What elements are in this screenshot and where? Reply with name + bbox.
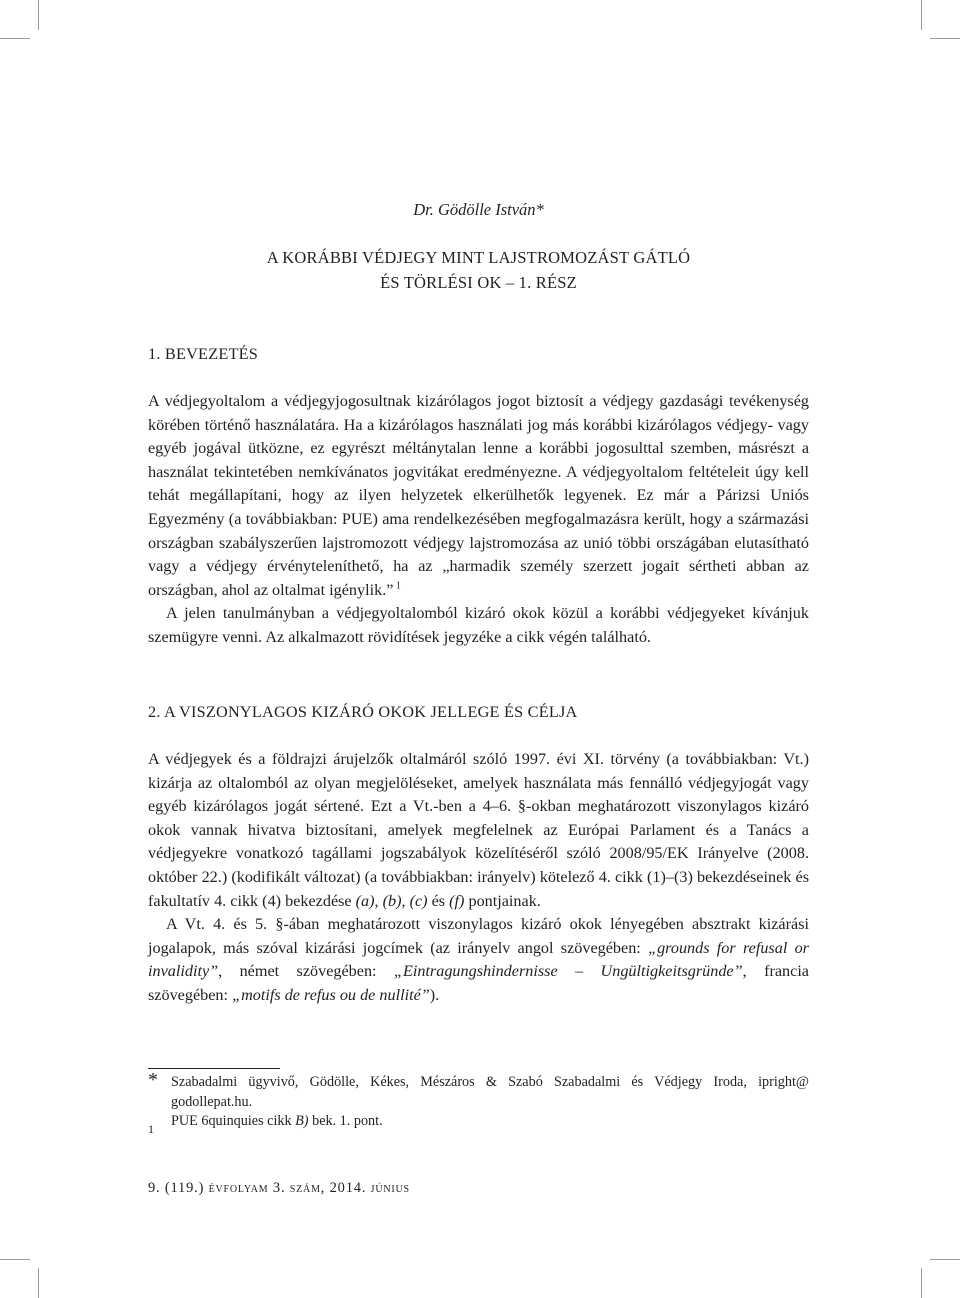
crop-mark-top-left-vertical xyxy=(38,0,39,30)
footnote-author xyxy=(148,1069,809,1112)
paragraph xyxy=(148,390,809,602)
section-heading-relative-grounds: 2. A VISZONYLAGOS KIZÁRÓ OKOK JELLEGE ÉS CÉLJA xyxy=(148,702,578,721)
italic-point-a: (a) xyxy=(355,891,375,910)
paragraph xyxy=(148,913,809,1007)
section-1-body xyxy=(148,390,809,650)
article-title-line-1: A KORÁBBI VÉDJEGY MINT LAJSTROMOZÁST GÁTLÓ xyxy=(266,248,691,267)
paragraph-text: A védjegyek és a földrajzi árujelzők oltalmáról szóló 1997. évi XI. törvény (a továbbiakban: Vt.) kizárja az oltalomból az olyan megjelöléseket, amelyek használata más fennálló védjegyjogát vagy egyéb kizárólagos jogát sértené. Ezt a Vt.-ben a 4–6. §-okban meghatározott viszonylagos kizáró okok vannak hivatva biztosítani, amelyek megfelelnek az Európai Parlament és a Tanács a védjegyekre vonatkozó tagállami jogszabályok közelítéséről szóló 2008/95/EK Irányelve (2008. október 22.) (kodifikált változat) (a továbbiakban: irányelv) kötelező 4. cikk (1)–(3) bekezdéseinek és fakultatív 4. cikk (4) bekezdése xyxy=(148,750,809,910)
article-title xyxy=(148,245,809,295)
footnote-text: PUE 6quinquies cikk xyxy=(171,1113,296,1129)
footnote-italic: B) xyxy=(295,1113,309,1129)
paragraph: A jelen tanulmányban a védjegyoltalomból kizáró okok közül a korábbi védjegyeket kívánjuk szemügyre venni. Az alkalmazott rövidítések jegyzéke a cikk végén található. xyxy=(148,604,809,646)
footnote-mark: 1 xyxy=(148,1122,154,1136)
section-heading-introduction: 1. BEVEZETÉS xyxy=(148,344,259,363)
italic-point-b: (b) xyxy=(382,891,402,910)
italic-quote-french: „motifs de refus ou de nullité” xyxy=(232,985,430,1004)
footnotes xyxy=(148,1069,809,1136)
italic-quote-german: „Eintragungshindernisse – Ungültigkeitsgründe” xyxy=(393,962,743,981)
paragraph-text: , francia szövegében: xyxy=(148,962,809,1004)
paragraph-text-end: ). xyxy=(429,985,440,1004)
footnote-mark: * xyxy=(148,1069,158,1091)
separator: és xyxy=(427,891,450,910)
crop-mark-bottom-left xyxy=(0,1259,30,1260)
crop-mark-top-left xyxy=(0,38,30,39)
paragraph-text: A védjegyoltalom a védjegyjogosultnak kizárólagos jogot biztosít a védjegy gazdasági tevékenység körében történő használatára. Ha a kizárólagos használati jog más korábbi kizárólagos védjegy- vagy egyéb jogával ütközne, ez egyrészt méltánytalan lenne a korábbi jogosulttal szemben, másrészt a használat tekintetében nemkívánatos jogvitákat eredményezne. A védjegyoltalom feltételeit úgy kell tehát megállapítani, hogy az ilyen helyzetek elkerülhetők legyenek. Ez már a Párizsi Uniós Egyezmény (a továbbiakban: PUE) ama rendelkezésében megfogalmazásra került, hogy a származási országban szabályszerűen lajstromozott védjegy lajstromozása az unió többi országában elutasítható vagy a védjegy érvényteleníthető, ha az „harmadik személy szerzett jogait sértheti abban az országban, ahol az oltalmat igénylik.” xyxy=(148,392,809,599)
italic-quote-english: „grounds for refusal or invalidity” xyxy=(148,938,809,981)
crop-mark-bottom-left-vertical xyxy=(38,1268,39,1298)
section-2-body xyxy=(148,748,809,1008)
footnote-1 xyxy=(148,1112,809,1136)
italic-point-c: (c) xyxy=(409,891,428,910)
article-title-line-2: ÉS TÖRLÉSI OK – 1. RÉSZ xyxy=(380,273,577,292)
italic-point-f: (f) xyxy=(449,891,465,910)
separator: , xyxy=(374,891,383,910)
paragraph xyxy=(148,748,809,913)
crop-mark-bottom-right xyxy=(930,1259,960,1260)
crop-mark-top-right xyxy=(930,38,960,39)
paragraph-text-end: pontjainak. xyxy=(464,891,541,910)
footnote-reference-number: 1 xyxy=(395,580,401,592)
page-footer: 9. (119.) évfolyam 3. szám, 2014. június xyxy=(148,1180,410,1196)
crop-mark-bottom-right-vertical xyxy=(921,1268,922,1298)
paragraph-text: A Vt. 4. és 5. §-ában meghatározott viszonylagos kizáró okok lényegében absztrakt kizárási jogalapok, más szóval kizárási jogcímek (az irányelv angol szövegében: xyxy=(148,915,809,957)
crop-mark-top-right-vertical xyxy=(921,0,922,30)
author-name: Dr. Gödölle István* xyxy=(413,200,544,219)
footnote-text: Szabadalmi ügyvivő, Gödölle, Kékes, Mészáros & Szabó Szabadalmi és Védjegy Iroda, ipright@ godollepat.hu. xyxy=(171,1074,809,1110)
footnote-divider xyxy=(148,1068,280,1069)
paragraph-text: , német szövegében: xyxy=(218,962,394,981)
separator: , xyxy=(401,891,410,910)
footnote-text-end: bek. 1. pont. xyxy=(308,1113,383,1129)
